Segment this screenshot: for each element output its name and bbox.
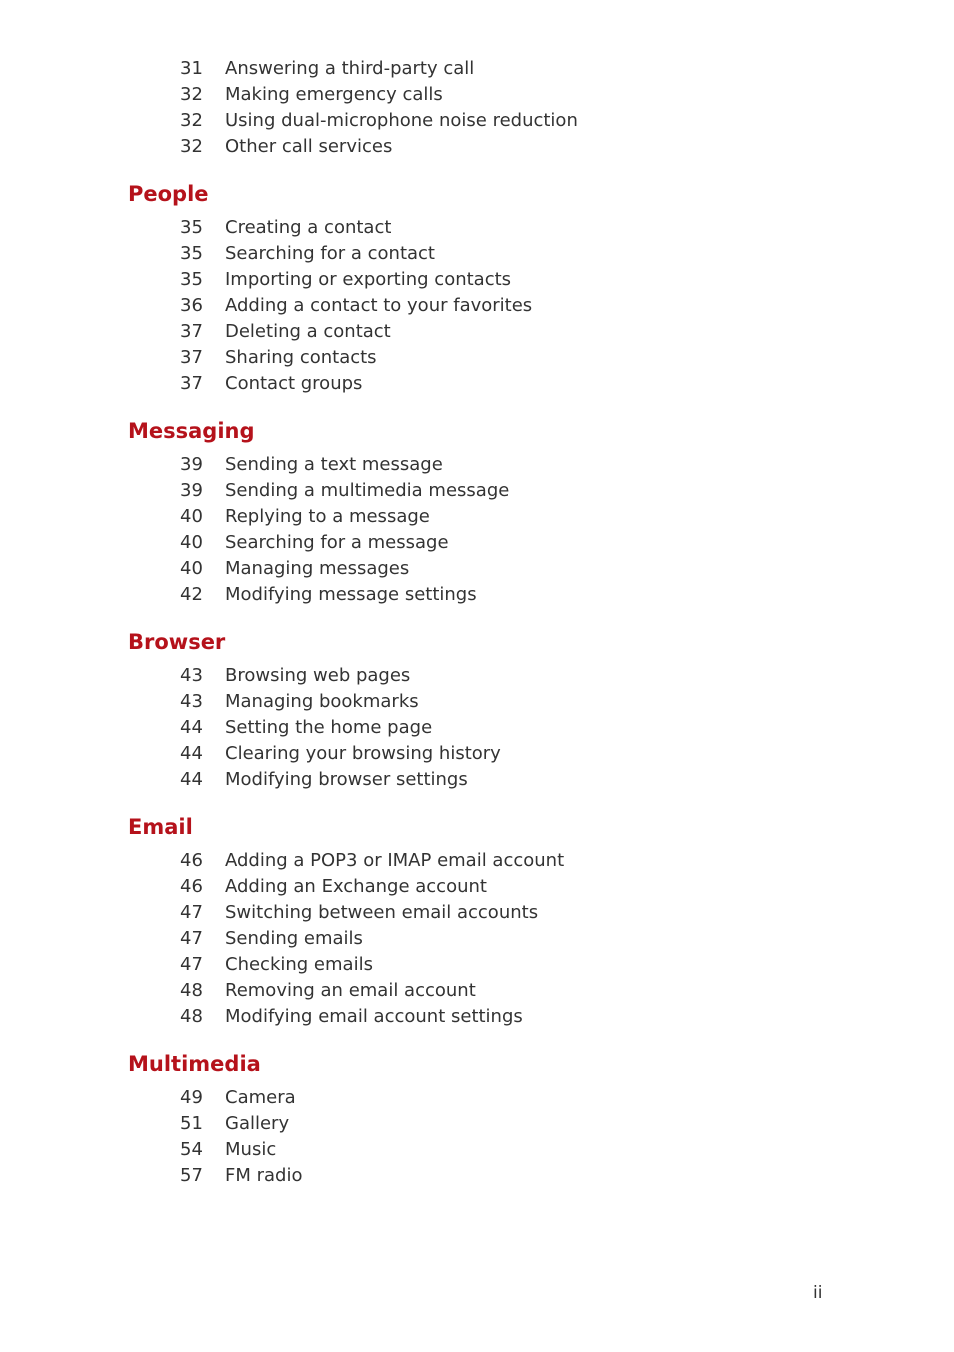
toc-entry[interactable] — [0, 978, 954, 1004]
toc-entry-title: Creating a contact — [225, 217, 392, 238]
toc-entry-title: Adding an Exchange account — [225, 876, 487, 897]
toc-entry-page: 42 — [180, 584, 203, 605]
toc-entry[interactable] — [0, 874, 954, 900]
toc-entry-title: Sending a text message — [225, 454, 443, 475]
toc-entry-page: 37 — [180, 321, 203, 342]
toc-entry[interactable] — [0, 241, 954, 267]
toc-entry[interactable] — [0, 1163, 954, 1189]
toc-entry-page: 47 — [180, 902, 203, 923]
toc-entry[interactable] — [0, 56, 954, 82]
section-heading[interactable]: Messaging — [128, 419, 255, 443]
toc-entry[interactable] — [0, 767, 954, 793]
toc-entry-title: Adding a contact to your favorites — [225, 295, 533, 316]
toc-entry-title: Removing an email account — [225, 980, 476, 1001]
toc-entry-page: 40 — [180, 558, 203, 579]
toc-entry-title: Importing or exporting contacts — [225, 269, 512, 290]
toc-entry-page: 46 — [180, 876, 203, 897]
toc-entry-title: Other call services — [225, 136, 393, 157]
toc-entry-page: 32 — [180, 84, 203, 105]
toc-entry-title: Using dual-microphone noise reduction — [225, 110, 578, 131]
toc-entry[interactable] — [0, 1111, 954, 1137]
toc-entry-page: 54 — [180, 1139, 203, 1160]
toc-entry-title: Managing bookmarks — [225, 691, 419, 712]
toc-entry-title: Modifying browser settings — [225, 769, 468, 790]
toc-entry[interactable] — [0, 452, 954, 478]
toc-sections — [0, 177, 954, 1189]
toc-entry-page: 48 — [180, 1006, 203, 1027]
toc-entry-page: 44 — [180, 717, 203, 738]
toc-entry-page: 43 — [180, 691, 203, 712]
toc-entry-page: 37 — [180, 347, 203, 368]
toc-entry-page: 46 — [180, 850, 203, 871]
toc-entry-page: 47 — [180, 954, 203, 975]
page-number: ii — [813, 1283, 823, 1303]
toc-entry[interactable] — [0, 926, 954, 952]
toc-entry[interactable] — [0, 715, 954, 741]
toc-entry-page: 35 — [180, 243, 203, 264]
section-heading[interactable]: Multimedia — [128, 1052, 261, 1076]
toc-entry[interactable] — [0, 1004, 954, 1030]
toc-entry-title: Sending a multimedia message — [225, 480, 510, 501]
toc-entry-title: Switching between email accounts — [225, 902, 539, 923]
toc-entry-page: 49 — [180, 1087, 203, 1108]
toc-entry[interactable] — [0, 267, 954, 293]
toc-entry-title: Making emergency calls — [225, 84, 443, 105]
toc-entry-title: Sharing contacts — [225, 347, 377, 368]
toc-entry-title: Sending emails — [225, 928, 363, 949]
toc-entry-title: Modifying email account settings — [225, 1006, 523, 1027]
toc-entry-page: 35 — [180, 217, 203, 238]
toc-entry[interactable] — [0, 504, 954, 530]
toc-entry-page: 36 — [180, 295, 203, 316]
toc-section — [0, 414, 954, 608]
toc-section — [0, 625, 954, 793]
toc-entry[interactable] — [0, 530, 954, 556]
toc-section — [0, 1047, 954, 1189]
toc-entry[interactable] — [0, 848, 954, 874]
toc-entry-title: Searching for a message — [225, 532, 449, 553]
toc-entry[interactable] — [0, 215, 954, 241]
toc-entry-title: Answering a third-party call — [225, 58, 475, 79]
toc-section — [0, 810, 954, 1030]
toc-entry[interactable] — [0, 952, 954, 978]
toc-entry[interactable] — [0, 741, 954, 767]
toc-entry-title: Adding a POP3 or IMAP email account — [225, 850, 565, 871]
section-heading[interactable]: Email — [128, 815, 193, 839]
toc-entry-page: 47 — [180, 928, 203, 949]
table-of-contents — [0, 56, 954, 1189]
toc-entry[interactable] — [0, 663, 954, 689]
toc-entry-page: 32 — [180, 110, 203, 131]
toc-entry-title: FM radio — [225, 1165, 303, 1186]
toc-entry-page: 44 — [180, 769, 203, 790]
toc-entry[interactable] — [0, 108, 954, 134]
toc-entry-page: 44 — [180, 743, 203, 764]
toc-entry-title: Modifying message settings — [225, 584, 477, 605]
toc-entry-title: Deleting a contact — [225, 321, 391, 342]
toc-entry-title: Searching for a contact — [225, 243, 435, 264]
toc-entry[interactable] — [0, 371, 954, 397]
toc-entry-page: 37 — [180, 373, 203, 394]
toc-entry[interactable] — [0, 582, 954, 608]
toc-entry-page: 40 — [180, 506, 203, 527]
toc-entry[interactable] — [0, 689, 954, 715]
toc-entry[interactable] — [0, 345, 954, 371]
toc-entry-page: 32 — [180, 136, 203, 157]
toc-entry-title: Clearing your browsing history — [225, 743, 501, 764]
toc-entry[interactable] — [0, 82, 954, 108]
toc-entry-title: Managing messages — [225, 558, 410, 579]
toc-entry-page: 43 — [180, 665, 203, 686]
toc-entry[interactable] — [0, 1085, 954, 1111]
toc-entry-title: Browsing web pages — [225, 665, 411, 686]
toc-entry-title: Checking emails — [225, 954, 373, 975]
toc-entry-page: 39 — [180, 480, 203, 501]
toc-entry-page: 40 — [180, 532, 203, 553]
toc-entry-page: 48 — [180, 980, 203, 1001]
section-heading[interactable]: Browser — [128, 630, 226, 654]
toc-entry-title: Replying to a message — [225, 506, 430, 527]
toc-entry[interactable] — [0, 900, 954, 926]
toc-section — [0, 177, 954, 397]
toc-entry-title: Music — [225, 1139, 277, 1160]
toc-entry[interactable] — [0, 293, 954, 319]
toc-entry-title: Gallery — [225, 1113, 290, 1134]
toc-entry-page: 31 — [180, 58, 203, 79]
toc-entry-title: Camera — [225, 1087, 296, 1108]
toc-entry-title: Setting the home page — [225, 717, 433, 738]
toc-entry[interactable] — [0, 556, 954, 582]
toc-entry-page: 51 — [180, 1113, 203, 1134]
toc-entry[interactable] — [0, 478, 954, 504]
section-heading[interactable]: People — [128, 182, 209, 206]
toc-entry[interactable] — [0, 134, 954, 160]
toc-entry-page: 35 — [180, 269, 203, 290]
toc-entry-title: Contact groups — [225, 373, 363, 394]
toc-entry-page: 57 — [180, 1165, 203, 1186]
toc-entry[interactable] — [0, 1137, 954, 1163]
toc-continued-entries — [0, 56, 954, 160]
toc-entry-page: 39 — [180, 454, 203, 475]
toc-entry[interactable] — [0, 319, 954, 345]
